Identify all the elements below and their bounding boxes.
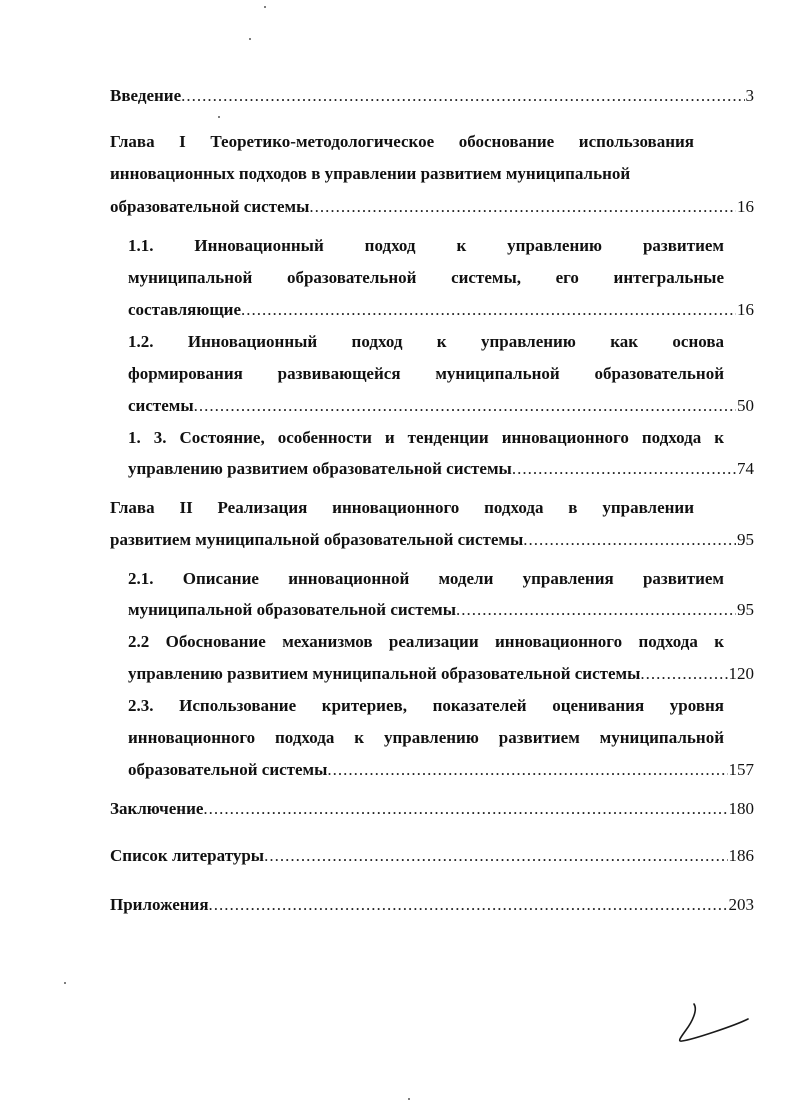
- toc-entry-title: управлению развитием муниципальной образовательной системы: [128, 664, 641, 683]
- toc-chapter-1-line-2[interactable]: инновационных подходов в управлении развитием муниципальной: [110, 164, 631, 183]
- toc-entry-conclusion[interactable]: [110, 796, 754, 822]
- toc-section-1-1-line-2[interactable]: муниципальной образовательной системы, его интегральные: [128, 268, 724, 287]
- scan-speck: [249, 38, 251, 40]
- toc-page-number: 16: [737, 197, 754, 216]
- scan-speck: [218, 116, 220, 118]
- toc-page-number: 16: [737, 300, 754, 319]
- toc-entry-section-1-2[interactable]: [128, 393, 754, 419]
- toc-entry-title: развитием муниципальной образовательной системы: [110, 530, 524, 549]
- toc-page-number: 157: [728, 760, 754, 779]
- toc-section-1-1-line-1[interactable]: 1.1. Инновационный подход к управлению развитием: [128, 236, 724, 255]
- dot-leader: [309, 194, 736, 220]
- toc-chapter-1-line-1[interactable]: Глава I Теоретико-методологическое обоснование использования: [110, 132, 694, 151]
- dot-leader: [523, 527, 736, 553]
- scan-speck: [64, 982, 66, 984]
- toc-section-1-2-line-2[interactable]: формирования развивающейся муниципальной образовательной: [128, 364, 724, 383]
- toc-chapter-2-line-1[interactable]: Глава II Реализация инновационного подхода в управлении: [110, 498, 694, 517]
- dot-leader: [203, 796, 727, 822]
- toc-entry-section-2-2[interactable]: [128, 661, 754, 687]
- toc-entry-appendices[interactable]: [110, 892, 754, 918]
- toc-page-number: 180: [728, 799, 754, 818]
- toc-entry-chapter-1[interactable]: [110, 194, 754, 220]
- dot-leader: [241, 297, 736, 323]
- toc-entry-title: образовательной системы: [110, 197, 310, 216]
- toc-page-number: 95: [737, 530, 754, 549]
- toc-page-number: 186: [728, 846, 754, 865]
- scan-speck: [264, 6, 266, 8]
- toc-entry-references[interactable]: [110, 843, 754, 869]
- toc-section-1-2-line-1[interactable]: 1.2. Инновационный подход к управлению как основа: [128, 332, 724, 351]
- handwritten-signature: [672, 1000, 752, 1046]
- toc-entry-title: образовательной системы: [128, 760, 328, 779]
- toc-entry-chapter-2[interactable]: [110, 527, 754, 553]
- toc-entry-title: составляющие: [128, 300, 242, 319]
- toc-entry-title: Приложения: [110, 895, 209, 914]
- dot-leader: [181, 83, 744, 109]
- toc-page-number: 203: [728, 895, 754, 914]
- toc-page-number: 95: [737, 600, 754, 619]
- toc-entry-title: управлению развитием образовательной системы: [128, 459, 512, 478]
- toc-entry-section-1-3[interactable]: [128, 456, 754, 482]
- dot-leader: [512, 456, 736, 482]
- toc-entry-title: Список литературы: [110, 846, 265, 865]
- dot-leader: [640, 661, 727, 687]
- scan-speck: [408, 1098, 410, 1100]
- toc-page-number: 74: [737, 459, 754, 478]
- toc-section-2-1-line-1[interactable]: 2.1. Описание инновационной модели управления развитием: [128, 569, 724, 588]
- toc-entry-section-2-1[interactable]: [128, 597, 754, 623]
- toc-section-2-3-line-1[interactable]: 2.3. Использование критериев, показателей оценивания уровня: [128, 696, 724, 715]
- toc-entry-title: системы: [128, 396, 194, 415]
- toc-entry-title: Введение: [110, 86, 182, 105]
- dot-leader: [327, 757, 727, 783]
- toc-page-number: 50: [737, 396, 754, 415]
- dot-leader: [194, 393, 736, 419]
- dot-leader: [264, 843, 727, 869]
- toc-entry-section-2-3[interactable]: [128, 757, 754, 783]
- toc-section-2-3-line-2[interactable]: инновационного подхода к управлению развитием муниципальной: [128, 728, 724, 747]
- toc-entry-title: муниципальной образовательной системы: [128, 600, 456, 619]
- toc-entry-title: Заключение: [110, 799, 204, 818]
- toc-section-2-2-line-1[interactable]: 2.2 Обоснование механизмов реализации инновационного подхода к: [128, 632, 724, 651]
- dot-leader: [209, 892, 728, 918]
- toc-page-number: 3: [745, 86, 754, 105]
- toc-page-number: 120: [728, 664, 754, 683]
- toc-entry-section-1-1[interactable]: [128, 297, 754, 323]
- toc-entry-intro[interactable]: [110, 83, 754, 109]
- dot-leader: [456, 597, 736, 623]
- toc-section-1-3-line-1[interactable]: 1. 3. Состояние, особенности и тенденции инновационного подхода к: [128, 428, 724, 447]
